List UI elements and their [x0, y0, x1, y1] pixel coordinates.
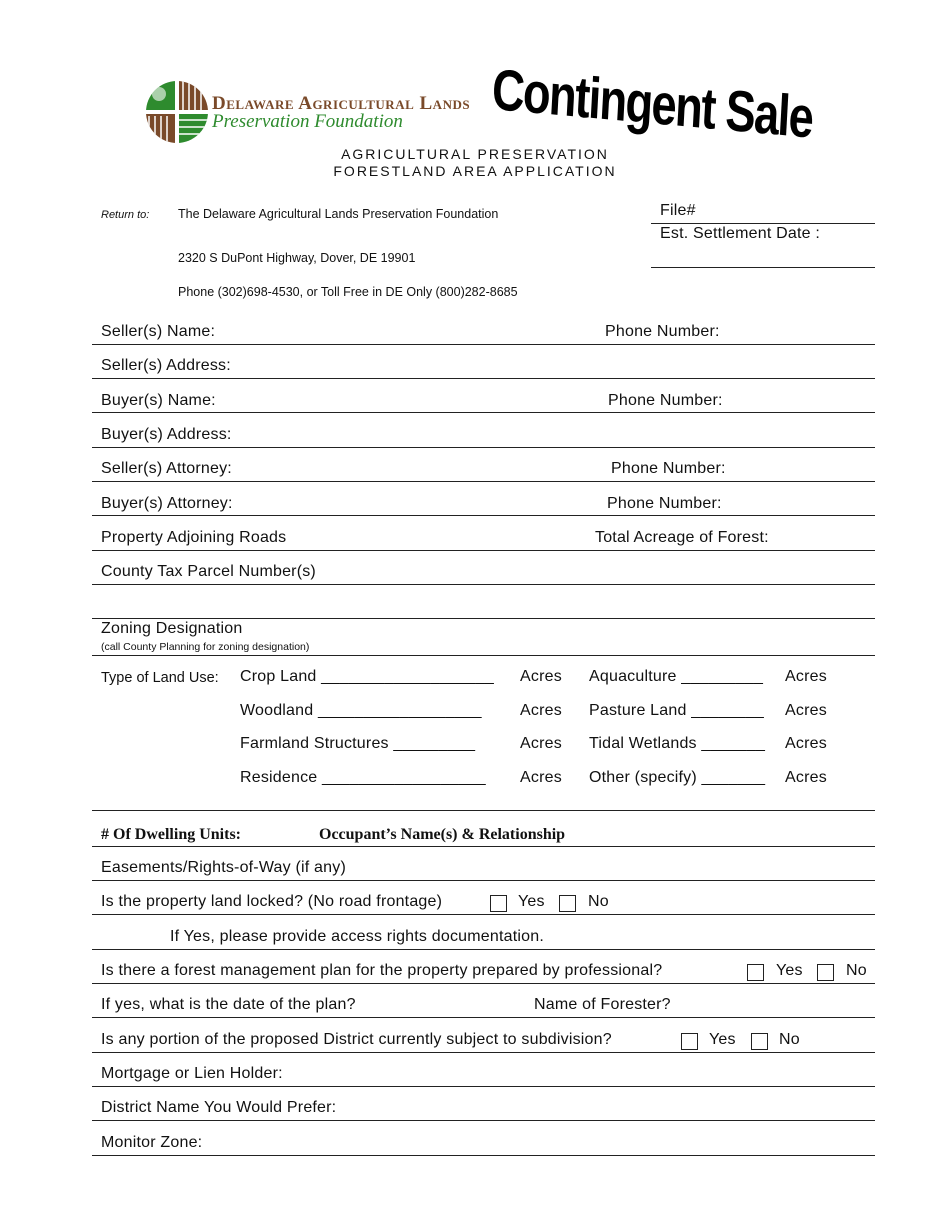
seller-attorney-field[interactable] [92, 481, 875, 482]
land-use-aquaculture-unit: Acres [785, 668, 827, 685]
easements-label: Easements/Rights-of-Way (if any) [101, 859, 346, 876]
land-use-tidal-wetlands-unit: Acres [785, 735, 827, 752]
contingent-sale-stamp: Contingent Sale [490, 56, 815, 151]
buyer-name-label: Buyer(s) Name: [101, 392, 216, 409]
buyer-name-field[interactable] [92, 412, 875, 413]
subdivision-no-checkbox[interactable] [751, 1033, 768, 1053]
land-locked-question: Is the property land locked? (No road frontage) [101, 893, 443, 910]
land-use-crop-land-unit: Acres [520, 668, 562, 685]
land-locked-yes-checkbox[interactable] [490, 895, 507, 915]
zoning-field[interactable] [92, 655, 875, 656]
plan-date-field[interactable] [92, 1017, 875, 1018]
form-subtitle [0, 146, 950, 180]
dwelling-units-label: # Of Dwelling Units: [101, 826, 241, 843]
seller-phone-label: Phone Number: [605, 323, 720, 340]
seller-address-label: Seller(s) Address: [101, 357, 231, 374]
land-use-residence-unit: Acres [520, 769, 562, 786]
adjoining-roads-field[interactable] [92, 550, 875, 551]
land-locked-note: If Yes, please provide access rights documentation. [170, 928, 544, 945]
buyer-address-label: Buyer(s) Address: [101, 426, 232, 443]
land-use-other-unit: Acres [785, 769, 827, 786]
buyer-attorney-label: Buyer(s) Attorney: [101, 495, 233, 512]
settlement-date-label: Est. Settlement Date : [660, 225, 821, 242]
file-number-label: File# [660, 202, 696, 219]
easements-field[interactable] [92, 880, 875, 881]
forest-plan-yes-label: Yes [776, 962, 803, 979]
return-to-label: Return to: [101, 209, 150, 221]
land-use-tidal-wetlands[interactable]: Tidal Wetlands _______ [589, 735, 766, 752]
land-use-pasture-unit: Acres [785, 702, 827, 719]
monitor-zone-field[interactable] [92, 1155, 875, 1156]
plan-date-label: If yes, what is the date of the plan? [101, 996, 356, 1013]
buyer-attorney-field[interactable] [92, 515, 875, 516]
subtitle-line2: FORESTLAND AREA APPLICATION [333, 163, 617, 179]
org-name-line1: Delaware Agricultural Lands [212, 93, 471, 114]
total-acreage-label: Total Acreage of Forest: [595, 529, 769, 546]
tax-parcel-field[interactable] [92, 584, 875, 585]
subdivision-no-label: No [779, 1031, 800, 1048]
return-address: 2320 S DuPont Highway, Dover, DE 19901 [178, 251, 416, 265]
occupants-label: Occupant’s Name(s) & Relationship [319, 826, 566, 843]
org-name [212, 93, 470, 133]
forest-plan-question: Is there a forest management plan for the property prepared by professional? [101, 962, 663, 979]
land-use-label: Type of Land Use: [101, 670, 219, 686]
dwelling-field[interactable] [92, 846, 875, 847]
subtitle-line1: AGRICULTURAL PRESERVATION [341, 146, 609, 162]
forest-plan-no-label: No [846, 962, 867, 979]
seller-address-field[interactable] [92, 378, 875, 379]
buyer-phone-label: Phone Number: [608, 392, 723, 409]
settlement-date-line [651, 267, 875, 268]
logo-emblem-icon [145, 80, 209, 144]
land-use-crop-land[interactable]: Crop Land ___________________ [240, 668, 495, 685]
forest-plan-yes-checkbox[interactable] [747, 964, 764, 984]
land-use-other[interactable]: Other (specify) _______ [589, 769, 766, 786]
land-use-farmland-structures-unit: Acres [520, 735, 562, 752]
zoning-note: (call County Planning for zoning designation) [101, 641, 310, 653]
seller-attorney-label: Seller(s) Attorney: [101, 460, 232, 477]
monitor-zone-label: Monitor Zone: [101, 1134, 203, 1151]
seller-name-label: Seller(s) Name: [101, 323, 216, 340]
buyer-attorney-phone-label: Phone Number: [607, 495, 722, 512]
buyer-address-field[interactable] [92, 447, 875, 448]
subdivision-yes-checkbox[interactable] [681, 1033, 698, 1053]
land-locked-no-checkbox[interactable] [559, 895, 576, 915]
mortgage-field[interactable] [92, 1086, 875, 1087]
return-phone: Phone (302)698-4530, or Toll Free in DE Only (800)282-8685 [178, 285, 518, 299]
subdivision-yes-label: Yes [709, 1031, 736, 1048]
district-name-label: District Name You Would Prefer: [101, 1099, 337, 1116]
land-locked-yes-label: Yes [518, 893, 545, 910]
land-use-woodland-unit: Acres [520, 702, 562, 719]
land-use-residence[interactable]: Residence __________________ [240, 769, 486, 786]
subdivision-divider [92, 1052, 875, 1053]
forest-plan-divider [92, 983, 875, 984]
land-locked-no-label: No [588, 893, 609, 910]
land-locked-note-divider [92, 949, 875, 950]
subdivision-question: Is any portion of the proposed District currently subject to subdivision? [101, 1031, 612, 1048]
adjoining-roads-label: Property Adjoining Roads [101, 529, 287, 546]
org-name-line2: Preservation Foundation [212, 111, 403, 132]
tax-parcel-label: County Tax Parcel Number(s) [101, 563, 316, 580]
tax-parcel-field-2[interactable] [92, 618, 875, 619]
land-use-woodland[interactable]: Woodland __________________ [240, 702, 482, 719]
land-use-pasture[interactable]: Pasture Land ________ [589, 702, 765, 719]
return-org: The Delaware Agricultural Lands Preservation Foundation [178, 207, 499, 221]
seller-attorney-phone-label: Phone Number: [611, 460, 726, 477]
mortgage-label: Mortgage or Lien Holder: [101, 1065, 283, 1082]
land-locked-divider [92, 914, 875, 915]
land-use-aquaculture[interactable]: Aquaculture _________ [589, 668, 764, 685]
land-use-farmland-structures[interactable]: Farmland Structures _________ [240, 735, 476, 752]
seller-name-field[interactable] [92, 344, 875, 345]
zoning-label: Zoning Designation [101, 620, 243, 637]
land-use-divider [92, 810, 875, 811]
foundation-logo [145, 80, 209, 144]
forester-label: Name of Forester? [534, 996, 671, 1013]
forest-plan-no-checkbox[interactable] [817, 964, 834, 984]
file-number-line [651, 223, 875, 224]
district-name-field[interactable] [92, 1120, 875, 1121]
